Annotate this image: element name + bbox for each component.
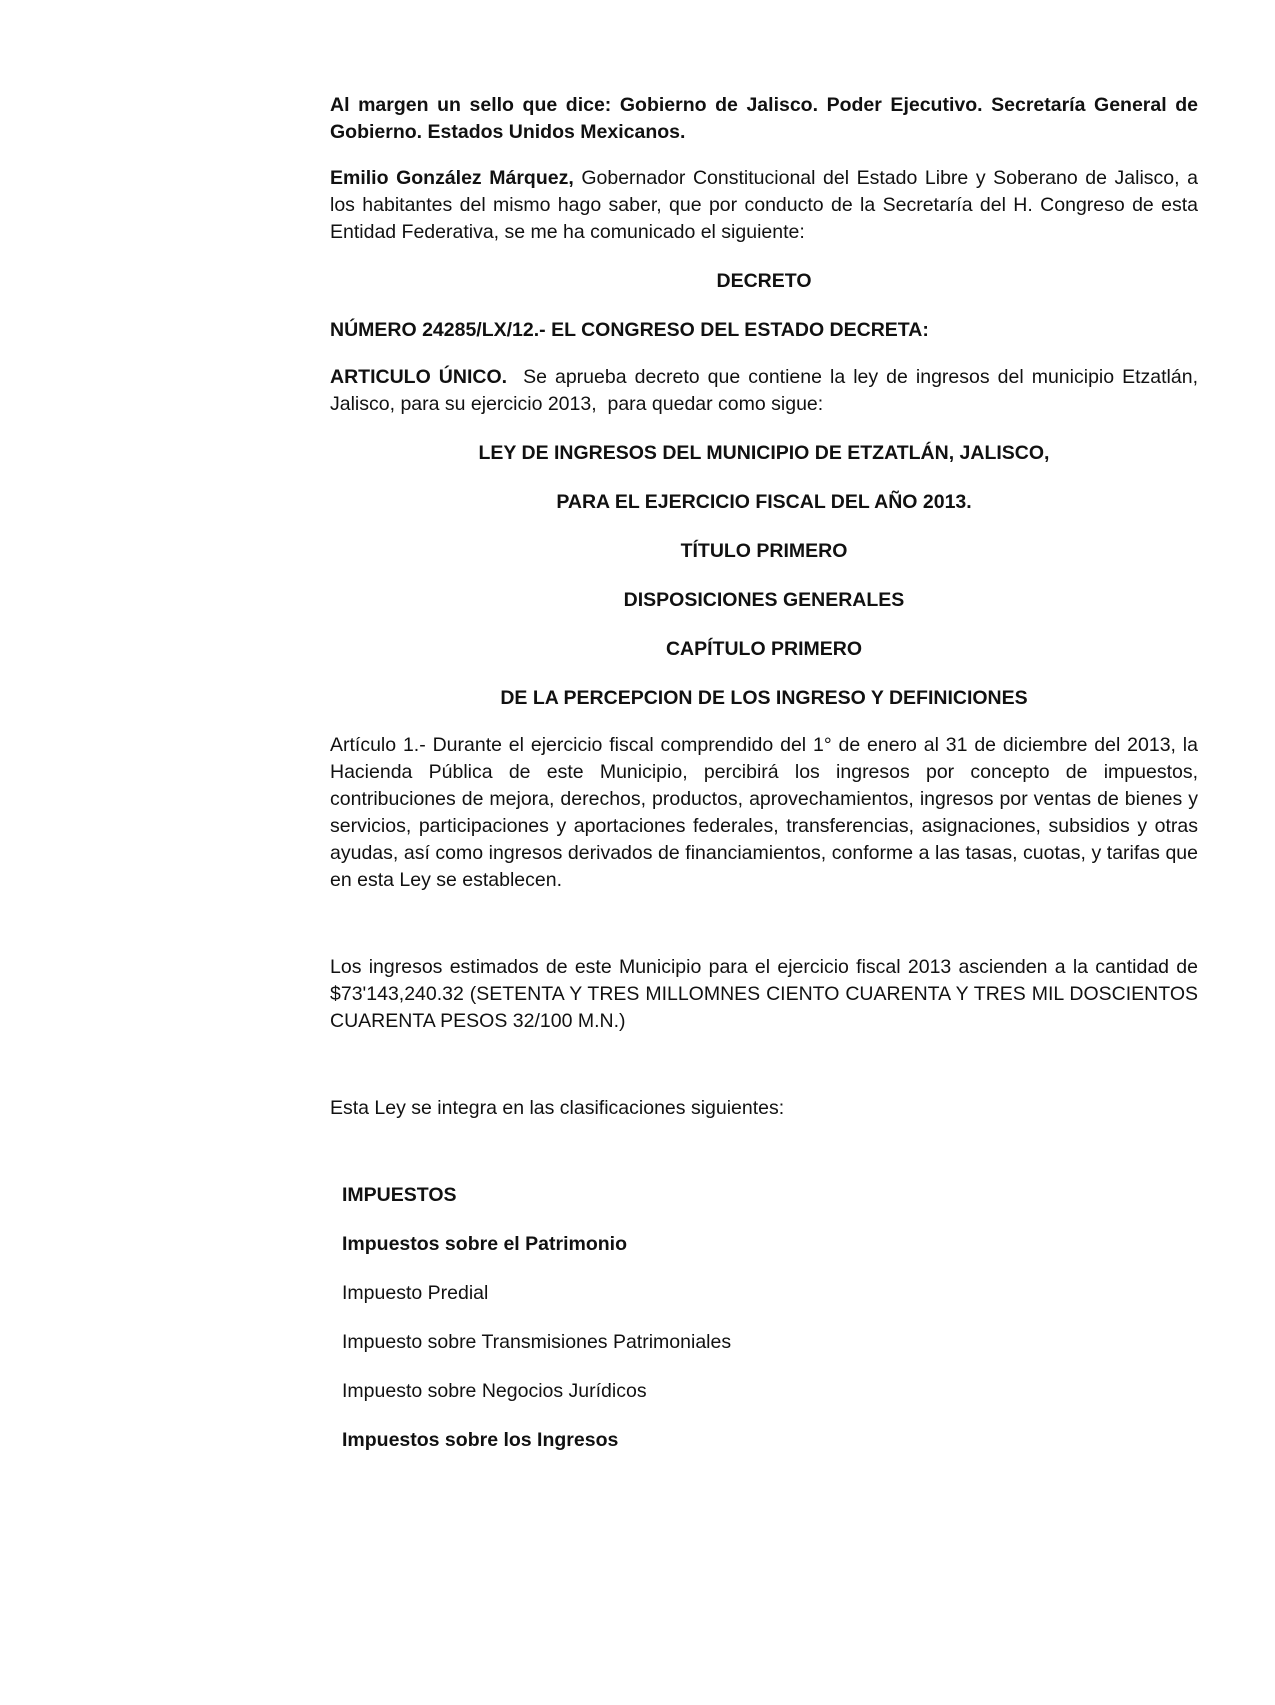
decreto-heading: DECRETO xyxy=(716,270,812,292)
classification-predial: Impuesto Predial xyxy=(342,1282,489,1304)
document-page xyxy=(330,92,1209,1454)
law-title-line-2: PARA EL EJERCICIO FISCAL DEL AÑO 2013. xyxy=(556,491,972,513)
classification-negocios: Impuesto sobre Negocios Jurídicos xyxy=(342,1380,647,1402)
articulo-unico-label: ARTICULO ÚNICO. xyxy=(330,366,508,388)
capitulo-heading: CAPÍTULO PRIMERO xyxy=(665,638,863,660)
classification-ingresos: Impuestos sobre los Ingresos xyxy=(342,1429,619,1451)
classification-transmisiones: Impuesto sobre Transmisiones Patrimoniales xyxy=(342,1331,732,1353)
percepcion-heading: DE LA PERCEPCION DE LOS INGRESO Y DEFINICIONES xyxy=(500,687,1028,709)
disposiciones-heading: DISPOSICIONES GENERALES xyxy=(623,589,905,611)
classification-impuestos: IMPUESTOS xyxy=(342,1184,457,1206)
classification-patrimonio: Impuestos sobre el Patrimonio xyxy=(342,1233,627,1255)
clasificaciones-intro: Esta Ley se integra en las clasificaciones siguientes: xyxy=(330,1097,785,1119)
law-title-line-1: LEY DE INGRESOS DEL MUNICIPIO DE ETZATLÁN, JALISCO, xyxy=(478,442,1050,464)
seal-note: Al margen un sello que dice: Gobierno de Jalisco. Poder Ejecutivo. Secretaría General de Gobierno. Estados Unidos Mexicanos. xyxy=(330,94,1198,143)
articulo-1-paragraph: Artículo 1.- Durante el ejercicio fiscal comprendido del 1° de enero al 31 de diciembre del 2013, la Hacienda Pública de este Municipio, percibirá los ingresos por concepto de impuestos, contribuciones de mejora, derechos, productos, aprovechamientos, ingresos por ventas de bienes y servicios, participaciones y aportaciones federales, transferencias, asignaciones, subsidios y otras ayudas, así como ingresos derivados de financiamientos, conforme a las tasas, cuotas, y tarifas que en esta Ley se establecen. xyxy=(330,734,1198,891)
articulo-unico-text: Se aprueba decreto que contiene la ley de ingresos del municipio Etzatlán, Jalisco, para su ejercicio 2013, para quedar como sigue: xyxy=(330,366,1209,415)
governor-name: Emilio González Márquez, xyxy=(330,167,574,189)
decreto-number: NÚMERO 24285/LX/12.- EL CONGRESO DEL ESTADO DECRETA: xyxy=(330,319,929,341)
intro-text: Gobernador Constitucional del Estado Libre y Soberano de Jalisco, a los habitantes del mismo hago saber, que por conducto de la Secretaría del H. Congreso de esta Entidad Federativa, se me ha comunicado el siguiente: xyxy=(330,167,1198,243)
articulo-unico-paragraph xyxy=(330,364,1209,418)
ingresos-estimados-paragraph: Los ingresos estimados de este Municipio para el ejercicio fiscal 2013 ascienden a la cantidad de $73'143,240.32 (SETENTA Y TRES MILLOMNES CIENTO CUARENTA Y TRES MIL DOSCIENTOS CUARENTA PESOS 32/100 M.N.) xyxy=(330,956,1198,1032)
titulo-heading: TÍTULO PRIMERO xyxy=(680,540,848,562)
intro-paragraph xyxy=(330,165,1198,246)
